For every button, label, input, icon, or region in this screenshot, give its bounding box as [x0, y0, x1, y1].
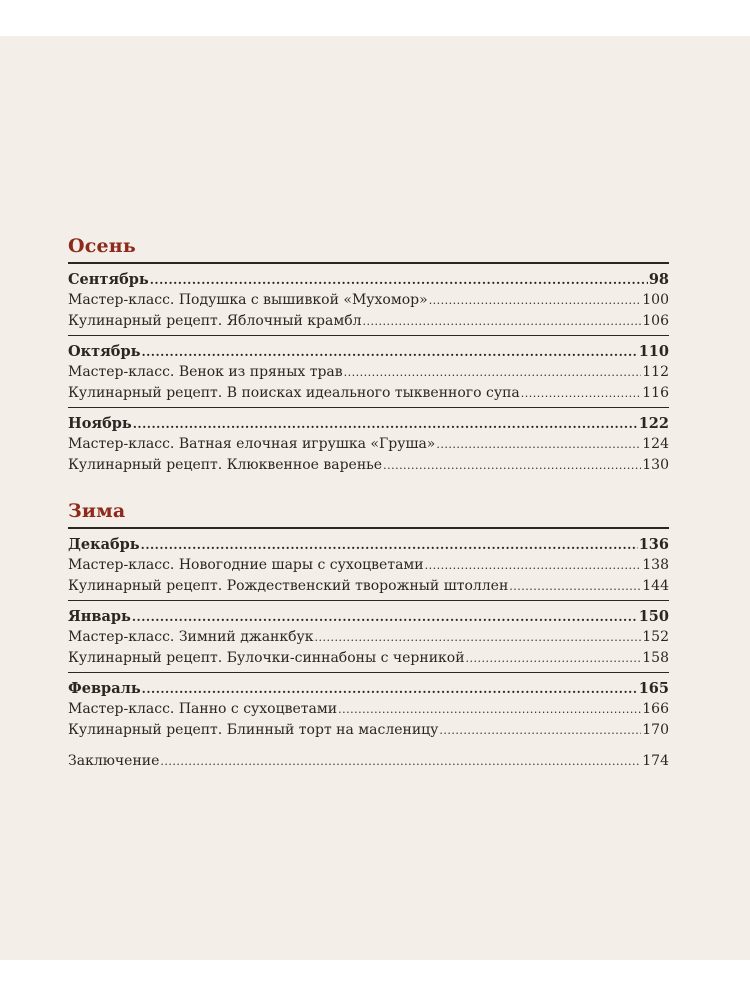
toc-entry[interactable]	[68, 434, 669, 455]
page-number: 100	[642, 292, 669, 308]
entry-title: Мастер-класс. Зимний джанкбук	[68, 629, 314, 645]
month-block-january	[68, 606, 669, 673]
dot-leader	[425, 556, 642, 577]
month-block-november	[68, 413, 669, 475]
entry-title: Кулинарный рецепт. Яблочный крамбл	[68, 312, 362, 329]
dot-leader	[160, 752, 641, 773]
toc-entry-january[interactable]	[68, 606, 669, 627]
toc-entry[interactable]	[68, 648, 669, 669]
page-number: 122	[638, 415, 669, 432]
page-number: 124	[642, 436, 669, 452]
toc-entry[interactable]	[68, 699, 669, 720]
spacer	[68, 475, 669, 499]
month-title: Декабрь	[68, 536, 140, 553]
toc-entry[interactable]	[68, 455, 669, 476]
toc-entry-december[interactable]	[68, 534, 669, 555]
dot-leader	[429, 291, 642, 312]
toc-entry-conclusion[interactable]	[68, 751, 669, 772]
entry-title: Мастер-класс. Новогодние шары с сухоцветами	[68, 557, 424, 573]
page-number: 106	[642, 312, 669, 329]
month-block-december	[68, 534, 669, 601]
table-of-contents	[68, 234, 669, 772]
dot-leader	[509, 577, 641, 598]
page-number: 136	[638, 536, 669, 553]
toc-entry[interactable]	[68, 290, 669, 311]
entry-title: Кулинарный рецепт. Рождественский творожный штоллен	[68, 577, 509, 594]
page-number: 174	[642, 753, 669, 769]
entry-title: Заключение	[68, 753, 160, 769]
dot-leader	[344, 363, 642, 384]
dot-leader	[338, 700, 641, 721]
page-number: 98	[648, 271, 669, 288]
toc-entry-september[interactable]	[68, 269, 669, 290]
toc-entry[interactable]	[68, 555, 669, 576]
entry-title: Кулинарный рецепт. Блинный торт на масленицу	[68, 721, 439, 738]
month-title: Февраль	[68, 680, 141, 697]
page-number: 158	[642, 649, 669, 666]
month-title: Ноябрь	[68, 415, 132, 432]
toc-entry-november[interactable]	[68, 413, 669, 434]
toc-entry[interactable]	[68, 627, 669, 648]
season-heading-autumn: Осень	[68, 235, 137, 257]
page-number: 144	[642, 577, 669, 594]
toc-entry-february[interactable]	[68, 678, 669, 699]
section-rule	[68, 262, 669, 264]
dot-leader	[436, 435, 641, 456]
page-number: 116	[642, 384, 669, 401]
page-number: 130	[642, 456, 669, 473]
entry-title: Кулинарный рецепт. Клюквенное варенье	[68, 456, 383, 473]
page-number: 110	[638, 343, 669, 360]
dot-leader	[141, 342, 637, 363]
dot-leader	[132, 607, 638, 628]
entry-title: Мастер-класс. Панно с сухоцветами	[68, 701, 338, 717]
season-heading-winter: Зима	[68, 500, 126, 522]
dot-leader	[383, 456, 641, 477]
page-number: 112	[642, 364, 669, 380]
page-number: 152	[642, 629, 669, 645]
toc-entry[interactable]	[68, 383, 669, 404]
page-number: 166	[642, 701, 669, 717]
month-block-february	[68, 678, 669, 740]
dot-leader	[521, 384, 642, 405]
month-title: Сентябрь	[68, 271, 149, 288]
dot-leader	[363, 312, 642, 333]
toc-entry[interactable]	[68, 720, 669, 741]
entry-title: Мастер-класс. Подушка с вышивкой «Мухомор»	[68, 292, 428, 308]
section-rule	[68, 527, 669, 529]
dot-leader	[150, 270, 648, 291]
month-block-september	[68, 269, 669, 336]
toc-entry[interactable]	[68, 576, 669, 597]
entry-title: Мастер-класс. Ватная елочная игрушка «Груша»	[68, 436, 436, 452]
dot-leader	[439, 721, 641, 742]
month-title: Январь	[68, 608, 131, 625]
dot-leader	[315, 628, 642, 649]
toc-entry[interactable]	[68, 362, 669, 383]
entry-title: Кулинарный рецепт. В поисках идеального тыквенного супа	[68, 384, 520, 401]
month-block-october	[68, 341, 669, 408]
toc-entry[interactable]	[68, 311, 669, 332]
dot-leader	[133, 414, 638, 435]
book-page	[0, 36, 750, 960]
dot-leader	[466, 649, 642, 670]
dot-leader	[141, 535, 638, 556]
page-number: 138	[642, 557, 669, 573]
entry-title: Кулинарный рецепт. Булочки-синнабоны с черникой	[68, 649, 465, 666]
entry-title: Мастер-класс. Венок из пряных трав	[68, 364, 343, 380]
page-number: 165	[638, 680, 669, 697]
toc-entry-october[interactable]	[68, 341, 669, 362]
page-number: 150	[638, 608, 669, 625]
page-number: 170	[642, 721, 669, 738]
dot-leader	[142, 679, 638, 700]
month-title: Октябрь	[68, 343, 141, 360]
